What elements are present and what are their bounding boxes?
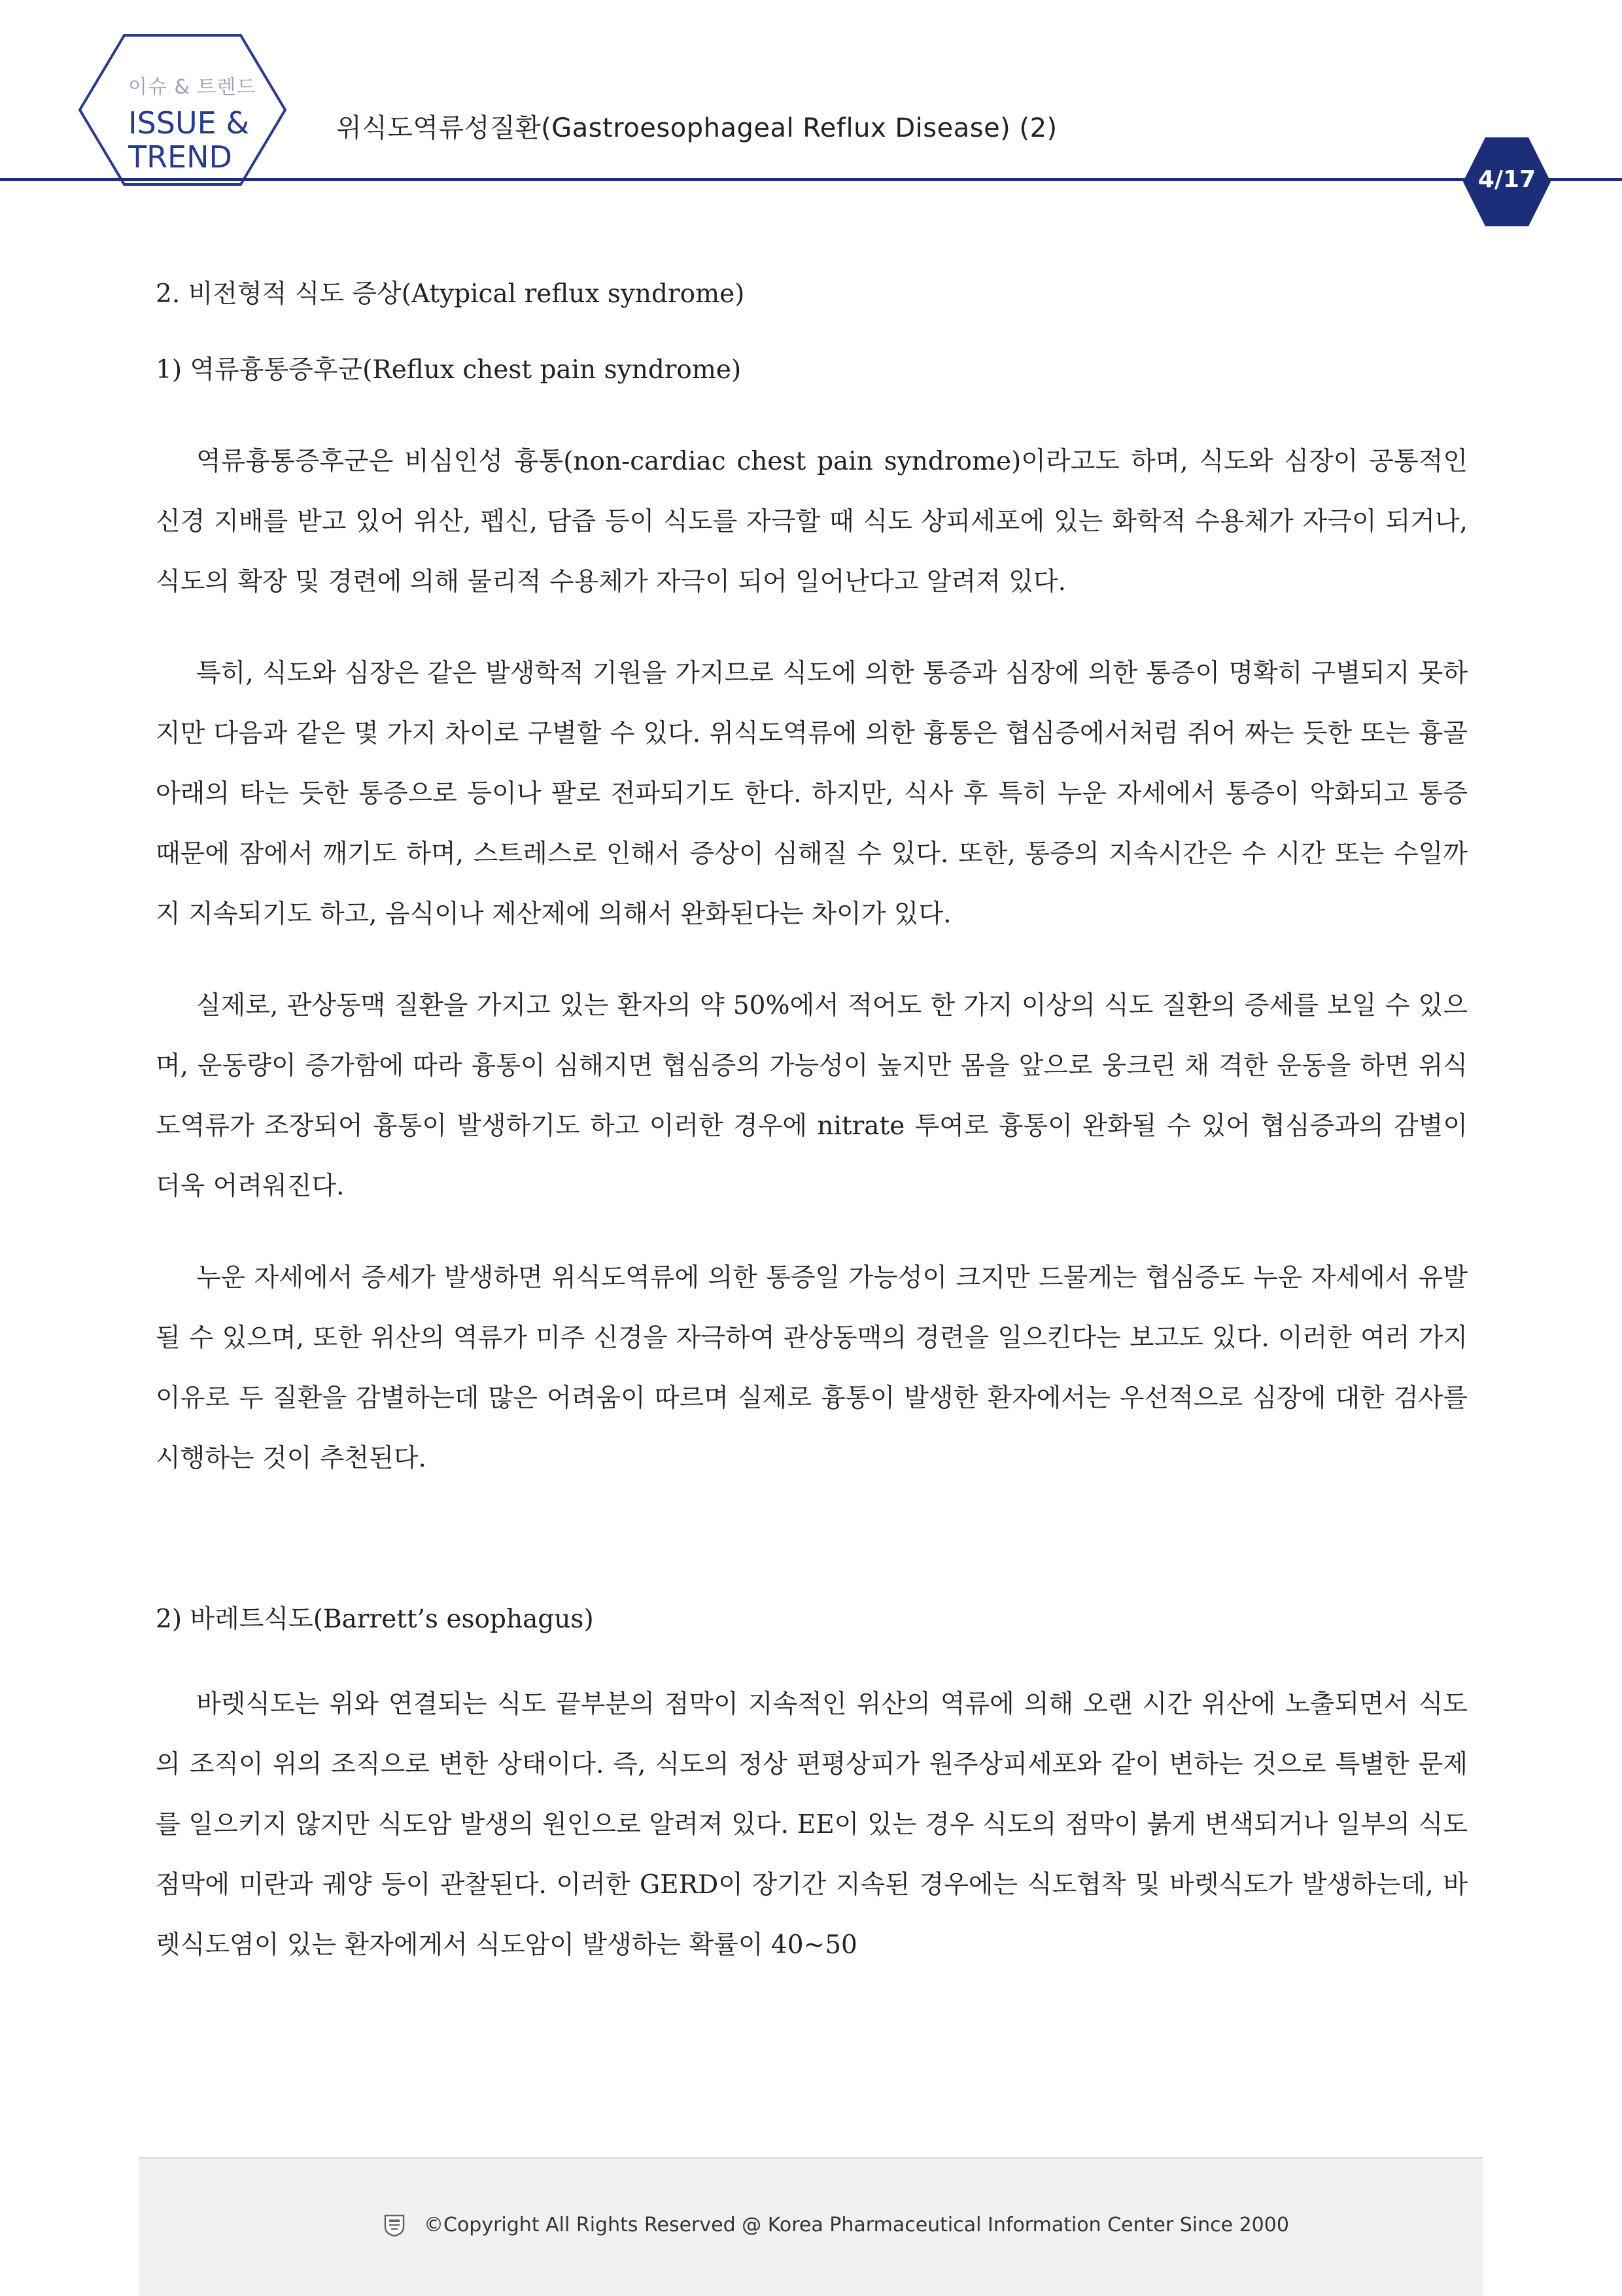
footer-copyright: ©Copyright All Rights Reserved @ Korea Pharmaceutical Information Center Since 2000 [424,2214,1289,2236]
logo-trend-text: TREND [128,139,232,175]
subsection-title-reflux-chest-pain: 1) 역류흉통증후군(Reflux chest pain syndrome) [156,355,742,385]
paragraph: 바렛식도는 위와 연결되는 식도 끝부분의 점막이 지속적인 위산의 역류에 의해 오랜 시간 위산에 노출되면서 식도의 조직이 위의 조직으로 변한 상태이다. 즉, 식도의 정상 편평상피가 원주상피세포와 같이 변하는 것으로 특별한 문제를 일으키지 않지만 식도암 발생의 원인으로 알려져 있다. EE이 있는 경우 식도의 점막이 붉게 변색되거나 일부의 식도 점막에 미란과 궤양 등이 관찰된다. 이러한 GERD이 장기간 지속된 경우에는 식도협착 및 바렛식도가 발생하는데, 바렛식도염이 있는 환자에게서 식도암이 발생하는 확률이 40~50 [156,1690,1468,1960]
header-rule [0,178,1622,181]
page-number: 4/17 [1477,166,1536,193]
logo-issue-text: ISSUE & [128,105,250,141]
paragraph: 누운 자세에서 증세가 발생하면 위식도역류에 의한 통증일 가능성이 크지만 드물게는 협심증도 누운 자세에서 유발될 수 있으며, 또한 위산의 역류가 미주 신경을 자극하여 관상동맥의 경련을 일으킨다는 보고도 있다. 이러한 여러 가지 이유로 두 질환을 감별하는데 많은 어려움이 따르며 실제로 흉통이 발생한 환자에서는 우선적으로 심장에 대한 검사를 시행하는 것이 추천된다. [156,1263,1468,1473]
section-title: 2. 비전형적 식도 증상(Atypical reflux syndrome) [156,279,745,309]
kpic-emblem-icon [383,2214,406,2237]
paragraph: 역류흉통증후군은 비심인성 흉통(non-cardiac chest pain syndrome)이라고도 하며, 식도와 심장이 공통적인 신경 지배를 받고 있어 위산, 펩신, 담즙 등이 식도를 자극할 때 식도 상피세포에 있는 화학적 수용체가 자극이 되거나, 식도의 확장 및 경련에 의해 물리적 수용체가 자극이 되어 일어난다고 알려져 있다. [156,447,1468,597]
paragraph: 실제로, 관상동맥 질환을 가지고 있는 환자의 약 50%에서 적어도 한 가지 이상의 식도 질환의 증세를 보일 수 있으며, 운동량이 증가함에 따라 흉통이 심해지면 협심증의 가능성이 높지만 몸을 앞으로 웅크린 채 격한 운동을 하면 위식도역류가 조장되어 흉통이 발생하기도 하고 이러한 경우에 nitrate 투여로 흉통이 완화될 수 있어 협심증과의 감별이 더욱 어려워진다. [156,991,1468,1201]
logo-korean-label: 이슈 & 트렌드 [128,76,256,99]
document-body [156,275,1468,1975]
paragraph: 특히, 식도와 심장은 같은 발생학적 기원을 가지므로 식도에 의한 통증과 심장에 의한 통증이 명확히 구별되지 못하지만 다음과 같은 몇 가지 차이로 구별할 수 있다. 위식도역류에 의한 흉통은 협심증에서처럼 쥐어 짜는 듯한 또는 흉골 아래의 타는 듯한 통증으로 등이나 팔로 전파되기도 한다. 하지만, 식사 후 특히 누운 자세에서 통증이 악화되고 통증 때문에 잠에서 깨기도 하며, 스트레스로 인해서 증상이 심해질 수 있다. 또한, 통증의 지속시간은 수 시간 또는 수일까지 지속되기도 하고, 음식이나 제산제에 의해서 완화된다는 차이가 있다. [156,659,1468,929]
subsection-title-barretts: 2) 바레트식도(Barrett’s esophagus) [156,1605,594,1634]
document-title: 위식도역류성질환(Gastroesophageal Reflux Disease) (2) [336,113,1058,143]
